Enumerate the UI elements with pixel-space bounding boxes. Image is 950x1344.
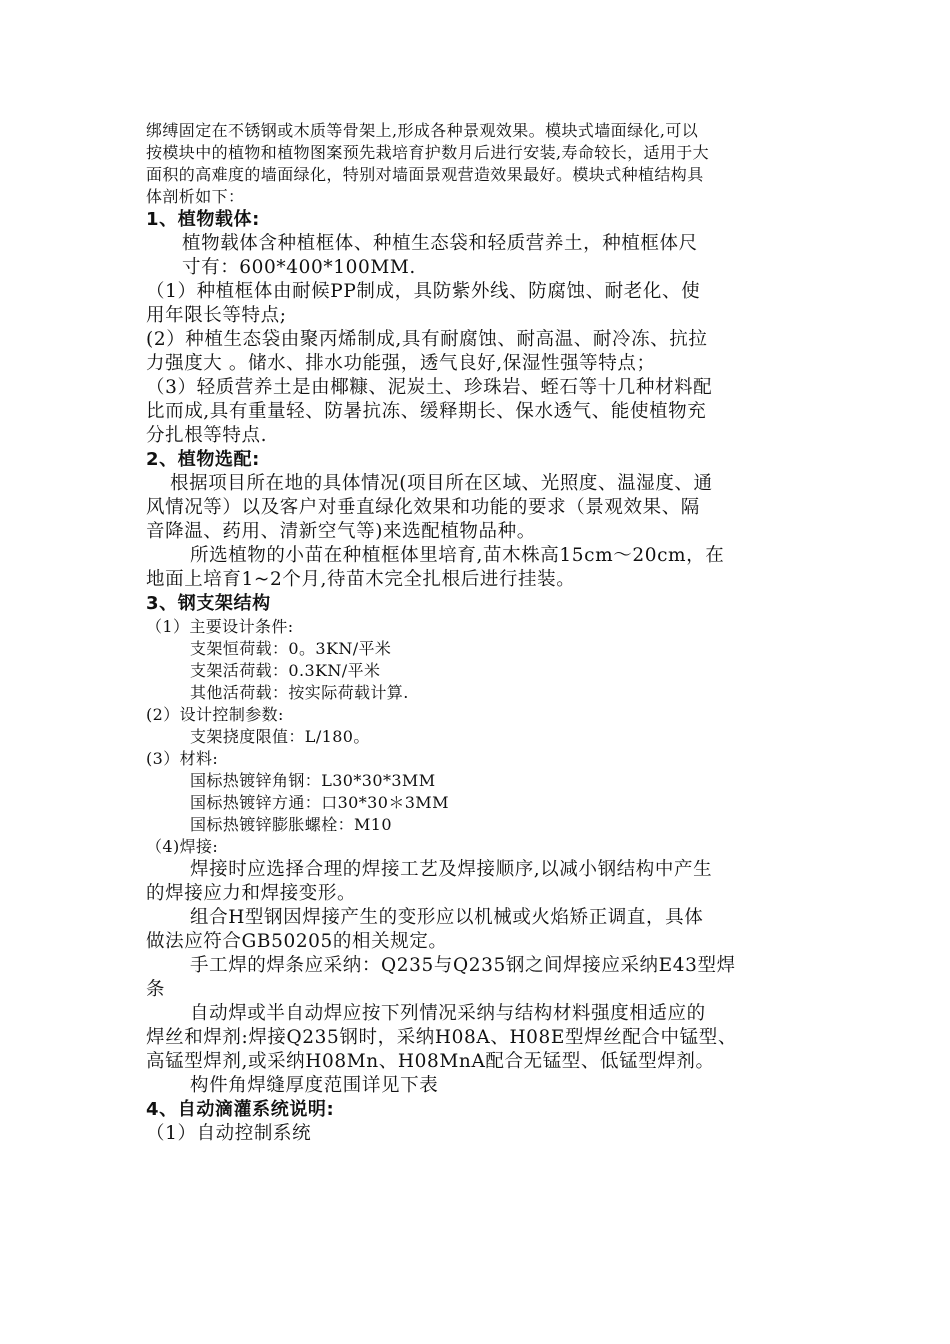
paragraph-line: 国标热镀锌角钢：L30*30*3MM xyxy=(190,771,436,790)
paragraph-line: 用年限长等特点; xyxy=(146,305,287,326)
intro-line: 面积的高难度的墙面绿化，特别对墙面景观营造效果最好。模块式种植结构具 xyxy=(146,165,704,184)
paragraph-line: 国标热镀锌膨胀螺栓：M10 xyxy=(190,815,392,834)
section-heading-drip-irrigation: 4、自动滴灌系统说明: xyxy=(146,1099,335,1120)
intro-line: 体剖析如下： xyxy=(146,187,245,206)
paragraph-line: 国标热镀锌方通：口30*30＊3MM xyxy=(190,793,449,812)
document-page xyxy=(146,120,811,1146)
paragraph-line: 所选植物的小苗在种植框体里培育,苗木株高15cm～20cm，在 xyxy=(190,545,725,566)
section-heading-plant-selection: 2、植物选配: xyxy=(146,449,260,470)
paragraph-line: 比而成,具有重量轻、防暑抗冻、缓释期长、保水透气、能使植物充 xyxy=(146,401,707,422)
paragraph-line: （4)焊接: xyxy=(146,837,219,856)
paragraph-line: （1）种植框体由耐候PP制成，具防紫外线、防腐蚀、耐老化、使 xyxy=(146,281,701,302)
section-heading-plant-carrier: 1、植物载体: xyxy=(146,209,260,230)
paragraph-line: 根据项目所在地的具体情况(项目所在区域、光照度、温湿度、通 xyxy=(170,473,713,494)
paragraph-line: 组合H型钢因焊接产生的变形应以机械或火焰矫正调直，具体 xyxy=(190,907,704,928)
intro-line: 按模块中的植物和植物图案预先栽培育护数月后进行安装,寿命较长，适用于大 xyxy=(146,143,710,162)
paragraph-line: 自动焊或半自动焊应按下列情况采纳与结构材料强度相适应的 xyxy=(190,1003,706,1024)
paragraph-line: （1）自动控制系统 xyxy=(146,1123,312,1144)
paragraph-line: 风情况等）以及客户对垂直绿化效果和功能的要求（景观效果、隔 xyxy=(146,497,700,518)
paragraph-line: 高锰型焊剂,或采纳H08Mn、H08MnA配合无锰型、低锰型焊剂。 xyxy=(146,1051,715,1072)
paragraph-line: 寸有：600*400*100MM. xyxy=(182,257,416,278)
paragraph-line: 焊接时应选择合理的焊接工艺及焊接顺序,以减小钢结构中产生 xyxy=(190,859,713,880)
paragraph-line: 音降温、药用、清新空气等)来选配植物品种。 xyxy=(146,521,536,542)
paragraph-line: 支架恒荷载：0。3KN/平米 xyxy=(190,639,392,658)
paragraph-line: 其他活荷载：按实际荷载计算. xyxy=(190,683,409,702)
intro-line: 绑缚固定在不锈钢或木质等骨架上,形成各种景观效果。模块式墙面绿化,可以 xyxy=(146,121,699,140)
paragraph-line: 植物载体含种植框体、种植生态袋和轻质营养土，种植框体尺 xyxy=(182,233,698,254)
paragraph-line: 支架活荷载：0.3KN/平米 xyxy=(190,661,381,680)
paragraph-line: 的焊接应力和焊接变形。 xyxy=(146,883,357,904)
paragraph-line: 做法应符合GB50205的相关规定。 xyxy=(146,931,448,952)
section-heading-steel-frame: 3、钢支架结构 xyxy=(146,593,271,614)
paragraph-line: （1）主要设计条件: xyxy=(146,617,294,636)
paragraph-line: 构件角焊缝厚度范围详见下表 xyxy=(190,1075,439,1096)
paragraph-line: 支架挠度限值：L/180。 xyxy=(190,727,370,746)
paragraph-line: （3）轻质营养土是由椰糠、泥炭土、珍珠岩、蛭石等十几种材料配 xyxy=(146,377,713,398)
paragraph-line: 力强度大 。储水、排水功能强，透气良好,保湿性强等特点； xyxy=(146,353,656,374)
paragraph-line: 分扎根等特点. xyxy=(146,425,268,446)
paragraph-line: (3）材料: xyxy=(146,749,219,768)
paragraph-line: (2）种植生态袋由聚丙烯制成,具有耐腐蚀、耐高温、耐冷冻、抗拉 xyxy=(146,329,708,350)
paragraph-line: 焊丝和焊剂:焊接Q235钢时，采纳H08A、H08E型焊丝配合中锰型、 xyxy=(146,1027,737,1048)
paragraph-line: (2）设计控制参数: xyxy=(146,705,284,724)
paragraph-line: 手工焊的焊条应采纳：Q235与Q235钢之间焊接应采纳E43型焊 xyxy=(190,955,736,976)
paragraph-line: 条 xyxy=(146,979,166,1000)
paragraph-line: 地面上培育1~2个月,待苗木完全扎根后进行挂装。 xyxy=(146,569,576,590)
